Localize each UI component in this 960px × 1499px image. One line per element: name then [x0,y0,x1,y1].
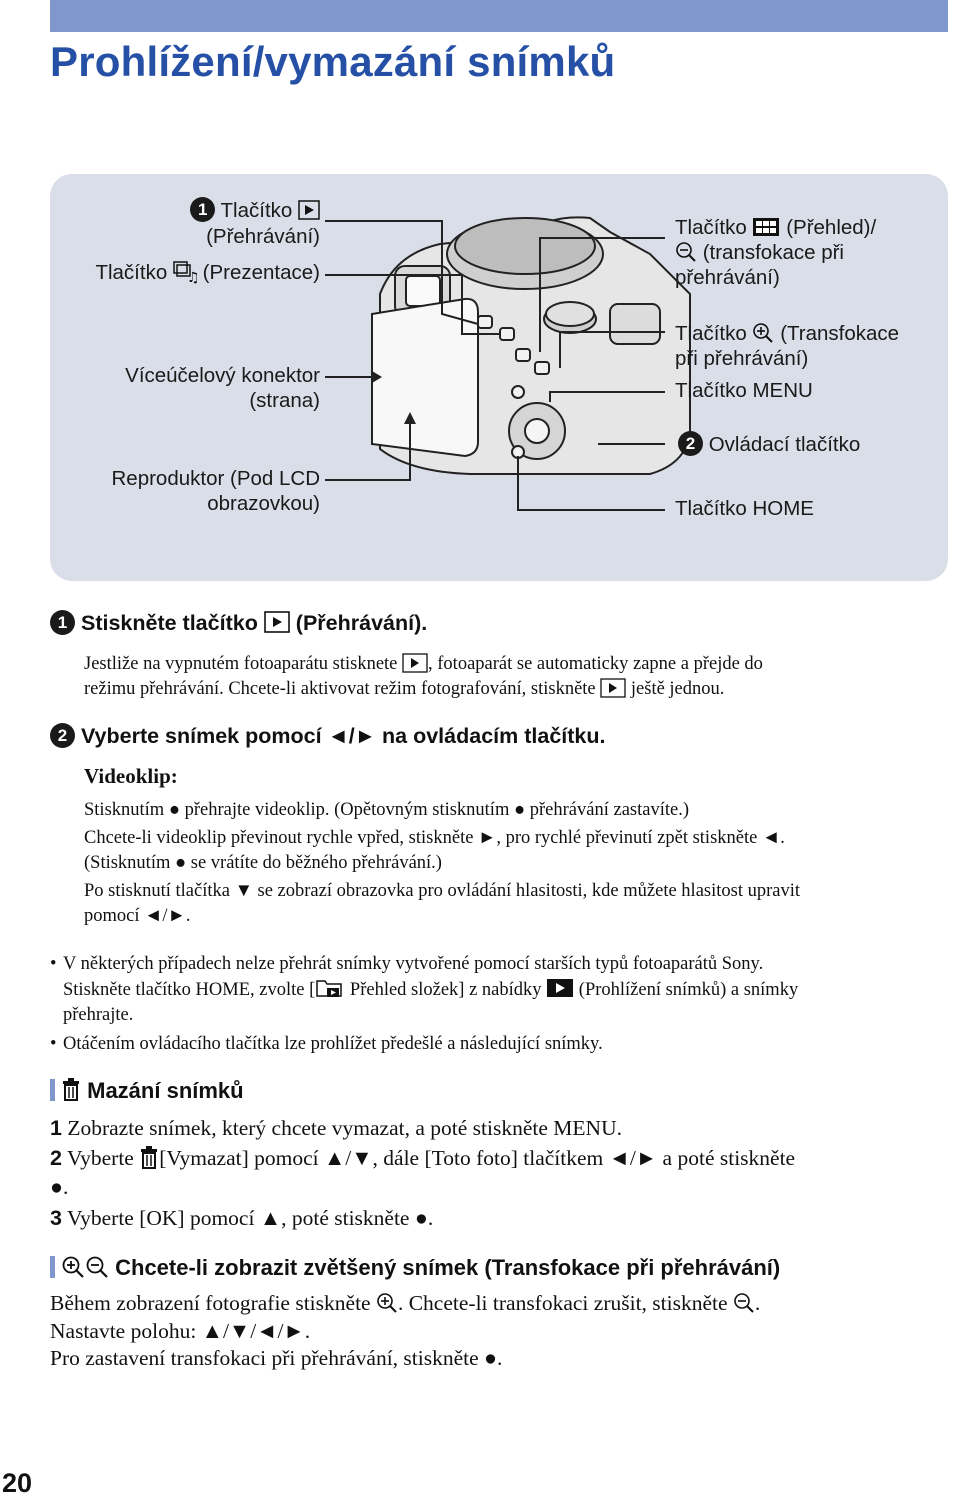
zoom-in-icon [61,1255,85,1279]
playback-icon [298,200,320,220]
svg-text:♫: ♫ [186,269,200,286]
step-1-body-a: Jestliže na vypnutém fotoaparátu stisknete [84,654,398,674]
videoklip-line-3b: pomocí ◄/►. [84,906,191,926]
bullet-dot: • [50,954,57,974]
step-1-number: 1 [50,610,75,635]
zoom-in-icon [752,322,774,344]
folder-view-icon [315,977,345,999]
step-1-body-b: , fotoaparát se automaticky zapne a přejde do [428,654,763,674]
step-1-heading-b: (Přehrávání). [295,611,428,635]
playback-icon [402,653,428,673]
zoom-line-1c: . [754,1291,761,1315]
videoklip-line-2 [84,826,944,876]
callout-index-line-2: (transfokace při [702,241,844,264]
zoom-line-1 [50,1290,940,1317]
step-2-badge: 2 [678,431,703,456]
callout-slideshow-label-2: (Prezentace) [202,261,320,284]
delete-step-2-text-a: Vyberte [66,1146,134,1170]
callout-zoom-line-2: při přehrávání) [675,347,809,370]
zoom-out-icon [675,241,697,263]
callout-connector [20,363,320,413]
callout-control-label: Ovládací tlačítko [708,433,861,456]
page-title: Prohlížení/vymazání snímků [50,38,616,85]
playback-icon [264,611,290,633]
callout-index-button [675,215,940,290]
step-1-heading [50,611,427,637]
delete-step-1 [50,1114,940,1143]
step-2-heading-text: Vyberte snímek pomocí ◄/► na ovládacím tlačítku. [80,724,606,748]
header-accent-bar [50,0,948,32]
note-1 [50,952,958,1029]
note-1-line-b: Stiskněte tlačítko HOME, zvolte [ [63,979,316,1000]
callout-zoom-button [675,321,940,371]
videoklip-line-3 [84,879,944,929]
bullet-dot: • [50,1034,57,1054]
callout-slideshow-label-1: Tlačítko [95,261,168,284]
section-accent-bar [50,1079,55,1101]
callout-speaker-line-2: obrazovkou) [207,492,320,515]
zoom-line-1b: . Chcete-li transfokaci zrušit, stiskněte [397,1291,728,1315]
step-1-badge: 1 [190,197,215,222]
callout-connector-line-2: (strana) [249,389,320,412]
delete-step-3 [50,1204,940,1233]
callout-connector-line-1: Víceúčelový konektor [125,364,320,387]
delete-step-3-number: 3 [50,1206,62,1230]
zoom-line-1a: Během zobrazení fotografie stiskněte [50,1291,371,1315]
delete-step-2-text-b: [Vymazat] pomocí ▲/▼, dále [Toto foto] tlačítkem ◄/► a poté stiskněte [159,1146,796,1170]
delete-step-1-text: Zobrazte snímek, který chcete vymazat, a poté stiskněte MENU. [67,1116,622,1140]
callout-playback-label-1: Tlačítko [220,199,293,222]
note-1-line-a: V některých případech nelze přehrát snímky vytvořené pomocí starších typů fotoaparátů Sony. [63,954,764,974]
note-1-line-e: přehrajte. [63,1005,134,1025]
delete-step-2-text-c: ●. [50,1175,69,1199]
callout-zoom-line-1b: (Transfokace [780,322,900,345]
callout-slideshow-button [20,260,320,285]
step-2-number: 2 [50,723,75,748]
callout-speaker [20,466,320,516]
note-1-line-d: (Prohlížení snímků) a snímky [578,979,799,1000]
index-grid-icon [752,217,780,237]
videoklip-line-1: Stisknutím ● přehrajte videoklip. (Opětovným stisknutím ● přehrávání zastavíte.) [84,800,689,820]
delete-section-title: Mazání snímků [87,1078,244,1103]
zoom-out-icon [733,1292,755,1314]
section-accent-bar [50,1256,55,1278]
view-images-icon [546,978,574,998]
videoklip-heading: Videoklip: [84,764,178,788]
trash-icon [61,1078,81,1102]
delete-section-heading [50,1078,244,1104]
zoom-out-icon [85,1255,109,1279]
zoom-section-heading [50,1255,780,1281]
zoom-line-3: Pro zastavení transfokaci při přehrávání, stiskněte ●. [50,1346,503,1370]
callout-playback-button [60,198,320,249]
note-2 [50,1032,958,1058]
callout-menu-button: Tlačítko MENU [675,379,813,402]
delete-step-2-number: 2 [50,1146,62,1170]
playback-icon [600,678,626,698]
page-number: 20 [2,1468,33,1498]
callout-speaker-line-1: Reproduktor (Pod LCD [111,467,320,490]
step-1-body [84,652,944,702]
step-2-heading [50,724,605,750]
videoklip-line-2b: (Stisknutím ● se vrátíte do běžného přehrávání.) [84,853,442,873]
callout-control-button [678,432,860,458]
zoom-section-title: Chcete-li zobrazit zvětšený snímek (Transfokace při přehrávání) [115,1255,781,1280]
callout-index-line-1a: Tlačítko [675,216,747,239]
zoom-line-2: Nastavte polohu: ▲/▼/◄/►. [50,1319,311,1343]
note-2-text: Otáčením ovládacího tlačítka lze prohlížet předešlé a následující snímky. [63,1034,603,1054]
delete-step-3-text: Vyberte [OK] pomocí ▲, poté stiskněte ●. [66,1206,434,1230]
delete-step-2 [50,1144,940,1202]
callout-zoom-line-1a: Tlačítko [675,322,747,345]
slideshow-icon [173,261,200,286]
callout-playback-label-2: (Přehrávání) [206,225,320,249]
callout-index-line-1b: (Přehled)/ [786,216,877,239]
step-1-heading-a: Stiskněte tlačítko [80,611,258,635]
trash-icon [139,1146,159,1170]
callout-index-line-3: přehrávání) [675,266,780,289]
step-1-body-c: režimu přehrávání. Chcete-li aktivovat režim fotografování, stiskněte [84,679,596,699]
videoklip-line-3a: Po stisknutí tlačítka ▼ se zobrazí obrazovka pro ovládání hlasitosti, kde můžete hlasitost upravit [84,881,801,901]
note-1-line-c: Přehled složek] z nabídky [349,979,542,1000]
callout-home-button: Tlačítko HOME [675,497,814,520]
camera-diagram-panel [50,174,948,581]
delete-step-1-number: 1 [50,1116,62,1140]
videoklip-line-2a: Chcete-li videoklip převinout rychle vpřed, stiskněte ►, pro rychlé převinutí zpět stiskněte ◄. [84,828,785,848]
zoom-in-icon [376,1292,398,1314]
step-1-body-d: ještě jednou. [630,679,725,699]
